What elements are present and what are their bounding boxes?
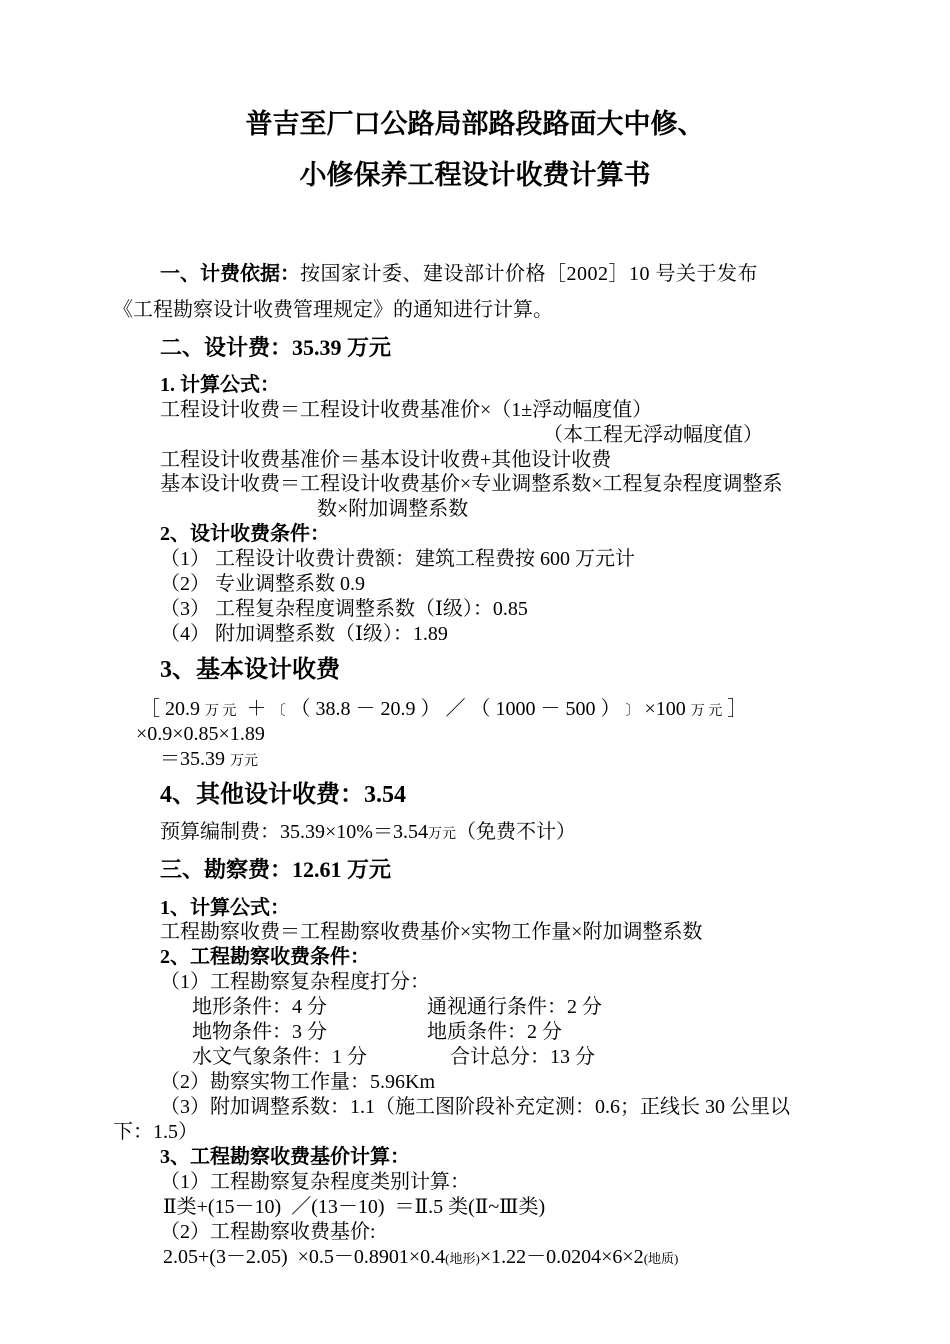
sec2-conditions-heading: 2、设计收费条件：: [160, 523, 330, 545]
sec3-conditions-heading: 2、工程勘察收费条件：: [160, 946, 370, 968]
sec2-condition-item: （2） 专业调整系数 0.9: [160, 573, 365, 595]
sec1-label: 一、计费依据：: [160, 263, 300, 285]
sec3-formula-line1: 工程勘察收费＝工程勘察收费基价×实物工作量×附加调整系数: [160, 921, 703, 943]
calc-part: ＋: [236, 698, 272, 720]
calc-part: ］: [722, 698, 748, 720]
formula-part: 2.05+(3－2.05) ×0.5－0.8901×0.4: [163, 1246, 446, 1268]
sec3-condition-item-cont: 下：1.5）: [113, 1121, 198, 1143]
sec2-formula-heading: 1. 计算公式：: [160, 374, 280, 396]
score-item: 合计总分：13 分: [450, 1046, 595, 1068]
score-item: 水文气象条件：1 分: [192, 1046, 367, 1068]
sec2-formula-line2: 工程设计收费基准价＝基本设计收费+其他设计收费: [160, 449, 612, 471]
calc-bracket: 〔: [271, 704, 286, 719]
sec3-condition-item: （1）工程勘察复杂程度打分：: [160, 971, 430, 993]
calc-unit: 万 元: [205, 704, 237, 719]
sec3-base-calc-heading: 3、工程勘察收费基价计算：: [160, 1146, 410, 1168]
other-fee-calc: 预算编制费：35.39×10%＝3.54: [160, 821, 428, 843]
sec2-basic-fee-result: [160, 747, 258, 774]
sec2-other-fee-text: [160, 820, 576, 847]
sec2-formula-line1: 工程设计收费＝工程设计收费基准价×（1±浮动幅度值）: [160, 399, 653, 421]
calc-bracket: 〕: [625, 704, 640, 719]
calc-part: ×100: [639, 698, 691, 720]
score-item: 地形条件：4 分: [192, 996, 327, 1018]
sec1-text1: 按国家计委、建设部计价格［2002］10 号关于发布: [300, 263, 758, 285]
sec2-formula-line3-cont: 数×附加调整系数: [317, 498, 469, 520]
sec2-basic-fee-calc-line2: ×0.9×0.85×1.89: [136, 723, 265, 745]
sec3-base-calc-item: （2）工程勘察收费基价:: [160, 1221, 376, 1243]
result-value: ＝35.39: [160, 748, 225, 770]
sec2-formula-line1-note: （本工程无浮动幅度值）: [543, 424, 763, 446]
calc-part: ［ 20.9: [140, 698, 205, 720]
sec2-other-fee-heading: 4、其他设计收费：3.54: [160, 782, 406, 808]
calc-unit: 万 元: [690, 704, 723, 719]
sec2-condition-item: （3） 工程复杂程度调整系数（Ⅰ级）：0.85: [160, 598, 528, 620]
score-item: 地物条件：3 分: [192, 1021, 327, 1043]
score-item: 通视通行条件：2 分: [427, 996, 602, 1018]
sec1-line2: 《工程勘察设计收费管理规定》的通知进行计算。: [113, 299, 553, 321]
sec3-heading: 三、勘察费：12.61 万元: [160, 857, 392, 882]
sec2-heading: 二、设计费：35.39 万元: [160, 335, 392, 360]
sec3-condition-item: （2）勘察实物工作量：5.96Km: [160, 1071, 435, 1093]
sec2-condition-item: （1） 工程设计收费计费额：建筑工程费按 600 万元计: [160, 548, 635, 570]
page-title-line1: 普吉至厂口公路局部路段路面大中修、: [245, 109, 705, 139]
sec3-base-calc-item: （1）工程勘察复杂程度类别计算：: [160, 1171, 470, 1193]
sec3-base-calc-formula: [163, 1245, 678, 1271]
result-unit: 万元: [230, 754, 258, 769]
sec2-basic-fee-calc: [140, 697, 747, 724]
sec2-condition-item: （4） 附加调整系数（Ⅰ级）：1.89: [160, 623, 448, 645]
score-item: 地质条件：2 分: [427, 1021, 562, 1043]
sec3-formula-heading: 1、计算公式：: [160, 897, 290, 919]
formula-part: ×1.22－0.0204×6×2: [479, 1246, 644, 1268]
page-title-line2: 小修保养工程设计收费计算书: [299, 160, 651, 190]
sec2-basic-fee-heading: 3、基本设计收费: [160, 657, 340, 683]
sec2-formula-line3: 基本设计收费＝工程设计收费基价×专业调整系数×工程复杂程度调整系: [160, 473, 783, 495]
other-fee-unit: 万元: [427, 827, 456, 842]
calc-part: （ 38.8 － 20.9 ） ／ （ 1000 － 500 ）: [285, 698, 626, 720]
other-fee-note: （免费不计）: [455, 821, 576, 843]
formula-note: (地质): [643, 1251, 679, 1266]
sec3-condition-item: （3）附加调整系数：1.1（施工图阶段补充定测：0.6；正线长 30 公里以: [160, 1096, 790, 1118]
sec3-base-calc-line1: Ⅱ类+(15－10) ／(13－10) ＝Ⅱ.5 类(Ⅱ~Ⅲ类): [163, 1196, 546, 1218]
sec1-line1: [160, 262, 758, 286]
formula-note: (地形): [445, 1251, 480, 1266]
